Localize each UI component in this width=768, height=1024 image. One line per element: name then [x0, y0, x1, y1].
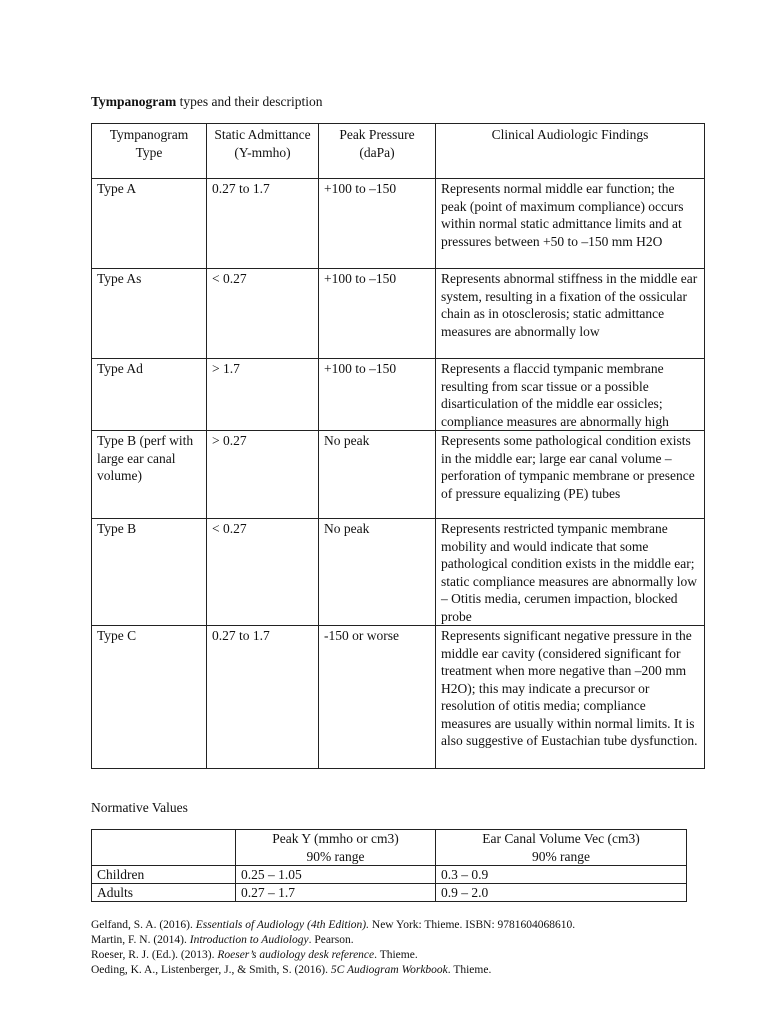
normative-values-table: [91, 829, 687, 902]
norm-header-row: [92, 830, 687, 866]
cell-admittance: < 0.27: [207, 269, 319, 359]
header-admittance: Static Admittance (Y-mmho): [207, 124, 319, 179]
norm-cell-ecv: 0.9 – 2.0: [436, 884, 687, 902]
table-row: [92, 626, 705, 769]
cell-admittance: < 0.27: [207, 519, 319, 626]
ecv-label: Ear Canal Volume Vec (cm3): [482, 831, 640, 846]
norm-cell-peak-y: 0.25 – 1.05: [236, 866, 436, 884]
table-header-row: [92, 124, 705, 179]
table-row: [92, 884, 687, 902]
norm-cell-ecv: 0.3 – 0.9: [436, 866, 687, 884]
cell-admittance: 0.27 to 1.7: [207, 626, 319, 769]
cell-type: Type A: [92, 179, 207, 269]
table-row: [92, 359, 705, 431]
cell-admittance: 0.27 to 1.7: [207, 179, 319, 269]
reference-item: [91, 918, 575, 933]
norm-header-peak-y: [236, 830, 436, 866]
normative-values-title: Normative Values: [91, 800, 188, 815]
cell-pressure: +100 to –150: [319, 179, 436, 269]
reference-text: Gelfand, S. A. (2016).: [91, 919, 196, 931]
references: [91, 918, 575, 978]
reference-text: . Thieme.: [447, 964, 492, 976]
reference-text: . Thieme.: [374, 949, 418, 961]
reference-text: . Pearson.: [308, 934, 354, 946]
cell-type: Type B: [92, 519, 207, 626]
cell-pressure: -150 or worse: [319, 626, 436, 769]
reference-item: [91, 933, 575, 948]
table-row: [92, 519, 705, 626]
title-rest: types and their description: [176, 94, 323, 109]
header-findings: Clinical Audiologic Findings: [436, 124, 705, 179]
table-row: [92, 866, 687, 884]
reference-text: Roeser, R. J. (Ed.). (2013).: [91, 949, 218, 961]
reference-item: [91, 948, 575, 963]
document-title: [91, 94, 322, 110]
cell-findings: Represents abnormal stiffness in the middle ear system, resulting in a fixation of the ossicular chain as in otosclerosis; static admittance measures are abnormally low: [436, 269, 705, 359]
table-row: [92, 269, 705, 359]
cell-pressure: No peak: [319, 431, 436, 519]
reference-item: [91, 963, 575, 978]
cell-pressure: +100 to –150: [319, 269, 436, 359]
cell-findings: Represents some pathological condition exists in the middle ear; large ear canal volume – perforation of tympanic membrane or presence of pressure equalizing (PE) tubes: [436, 431, 705, 519]
title-bold: Tympanogram: [91, 94, 177, 109]
cell-findings: Represents significant negative pressure in the middle ear cavity (considered significant for treatment when more negative than –200 mm H2O); this may indicate a precursor or resolution of otitis media; compliance measures are usually within normal limits. It is also suggestive of Eustachian tube dysfunction.: [436, 626, 705, 769]
header-pressure: Peak Pressure (daPa): [319, 124, 436, 179]
cell-admittance: > 1.7: [207, 359, 319, 431]
cell-pressure: +100 to –150: [319, 359, 436, 431]
tympanogram-table: [91, 123, 705, 769]
norm-cell-peak-y: 0.27 – 1.7: [236, 884, 436, 902]
cell-admittance: > 0.27: [207, 431, 319, 519]
cell-pressure: No peak: [319, 519, 436, 626]
norm-cell-group: Children: [92, 866, 236, 884]
cell-type: Type Ad: [92, 359, 207, 431]
ecv-range-label: 90% range: [531, 848, 591, 864]
cell-findings: Represents normal middle ear function; the peak (point of maximum compliance) occurs within normal static admittance limits and at pressures between +50 to –150 mm H2O: [436, 179, 705, 269]
norm-cell-group: Adults: [92, 884, 236, 902]
reference-text: Oeding, K. A., Listenberger, J., & Smith, S. (2016).: [91, 964, 331, 976]
table-row: [92, 431, 705, 519]
cell-type: Type As: [92, 269, 207, 359]
peak-y-range-label: 90% range: [306, 848, 365, 864]
header-type: Tympanogram Type: [92, 124, 207, 179]
reference-text: Martin, F. N. (2014).: [91, 934, 190, 946]
norm-header-empty: [92, 830, 236, 866]
norm-header-ecv: [436, 830, 687, 866]
reference-title: Roeser’s audiology desk reference: [217, 949, 375, 961]
cell-type: Type C: [92, 626, 207, 769]
table-row: [92, 179, 705, 269]
reference-text: New York: Thieme. ISBN: 9781604068610.: [369, 919, 576, 931]
cell-findings: Represents restricted tympanic membrane mobility and would indicate that some pathological condition exists in the middle ear; static compliance measures are abnormally low – Otitis media, cerumen impaction, blocked probe: [436, 519, 705, 626]
reference-title: Introduction to Audiology: [189, 934, 309, 946]
reference-title: Essentials of Audiology (4th Edition).: [195, 919, 370, 931]
cell-type: Type B (perf with large ear canal volume): [92, 431, 207, 519]
cell-findings: Represents a flaccid tympanic membrane resulting from scar tissue or a possible disarticulation of the middle ear ossicles; compliance measures are abnormally high: [436, 359, 705, 431]
peak-y-label: Peak Y (mmho or cm3): [272, 831, 399, 846]
reference-title: 5C Audiogram Workbook: [330, 964, 448, 976]
